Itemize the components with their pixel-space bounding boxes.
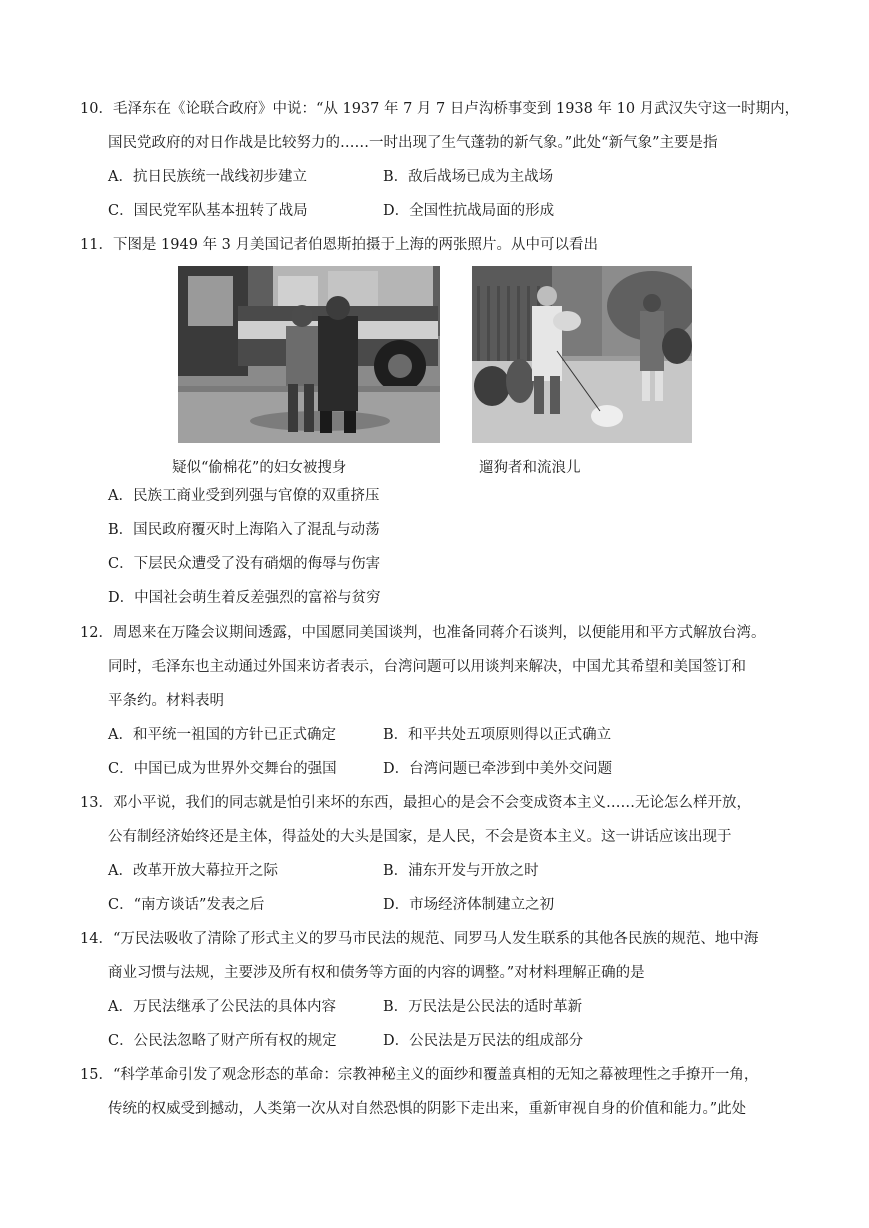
question-12 — [80, 616, 800, 786]
photo-woman-searched — [178, 266, 440, 443]
q11-stem-line1: 11．下图是 1949 年 3 月美国记者伯恩斯拍摄于上海的两张照片。从中可以看出 — [80, 237, 599, 253]
q12-option-d: D．台湾问题已牵涉到中美外交问题 — [383, 761, 613, 777]
q10-stem-line1: 10．毛泽东在《论联合政府》中说：“从 1937 年 7 月 7 日卢沟桥事变到 1938 年 10 月武汉失守这一时期内， — [80, 101, 800, 117]
q13-option-d: D．市场经济体制建立之初 — [383, 897, 555, 913]
q14-options — [80, 990, 800, 1058]
q10-option-d: D．全国性抗战局面的形成 — [383, 203, 555, 219]
q15-stem-line1: 15．“科学革命引发了观念形态的革命：宗教神秘主义的面纱和覆盖真相的无知之幕被理性之手撩开一角， — [80, 1067, 759, 1083]
q12-stem-line2: 同时，毛泽东也主动通过外国来访者表示，台湾问题可以用谈判来解决，中国尤其希望和美国签订和 — [108, 659, 746, 675]
q11-option-b: B．国民政府覆灭时上海陷入了混乱与动荡 — [108, 522, 380, 538]
question-13 — [80, 786, 800, 922]
q10-option-b: B．敌后战场已成为主战场 — [383, 169, 554, 185]
q12-option-b: B．和平共处五项原则得以正式确立 — [383, 727, 612, 743]
q14-option-b: B．万民法是公民法的适时革新 — [383, 999, 583, 1015]
q11-photos — [0, 266, 869, 476]
q12-stem-line1: 12．周恩来在万隆会议期间透露，中国愿同美国谈判，也准备同蒋介石谈判，以便能用和平方式解放台湾。 — [80, 625, 766, 641]
q12-options — [80, 718, 800, 786]
q13-option-a: A．改革开放大幕拉开之际 — [108, 863, 278, 879]
q13-option-c: C．“南方谈话”发表之后 — [108, 897, 265, 913]
q14-stem-line2: 商业习惯与法规，主要涉及所有权和债务等方面的内容的调整。”对材料理解正确的是 — [108, 965, 645, 981]
q13-stem-line1: 13．邓小平说，我们的同志就是怕引来坏的东西，最担心的是会不会变成资本主义……无论怎么样开放， — [80, 795, 751, 811]
q13-option-b: B．浦东开发与开放之时 — [383, 863, 539, 879]
caption-right: 遛狗者和流浪儿 — [479, 460, 581, 476]
q15-stem-line2: 传统的权威受到撼动，人类第一次从对自然恐惧的阴影下走出来，重新审视自身的价值和能力。”此处 — [108, 1101, 747, 1117]
q10-option-a: A．抗日民族统一战线初步建立 — [108, 169, 307, 185]
q12-option-a: A．和平统一祖国的方针已正式确定 — [108, 727, 336, 743]
q11-option-c: C．下层民众遭受了没有硝烟的侮辱与伤害 — [108, 556, 381, 572]
q14-stem-line1: 14．“万民法吸收了清除了形式主义的罗马市民法的规范、同罗马人发生联系的其他各民族的规范、地中海 — [80, 931, 759, 947]
photo-dog-walker-and-vagrants — [472, 266, 692, 443]
q11-option-d: D．中国社会萌生着反差强烈的富裕与贫穷 — [108, 590, 381, 606]
q14-option-a: A．万民法继承了公民法的具体内容 — [108, 999, 336, 1015]
q13-options — [80, 854, 800, 922]
question-14 — [80, 922, 800, 1058]
question-10 — [80, 92, 800, 228]
q14-option-d: D．公民法是万民法的组成部分 — [383, 1033, 584, 1049]
question-11-stem — [80, 228, 800, 262]
q12-stem-line3: 平条约。材料表明 — [108, 693, 224, 709]
q10-option-c: C．国民党军队基本扭转了战局 — [108, 203, 308, 219]
question-11-options — [80, 479, 800, 615]
question-15 — [80, 1058, 800, 1126]
q14-option-c: C．公民法忽略了财产所有权的规定 — [108, 1033, 337, 1049]
q13-stem-line2: 公有制经济始终还是主体，得益处的大头是国家，是人民，不会是资本主义。这一讲话应该出现于 — [108, 829, 732, 845]
q12-option-c: C．中国已成为世界外交舞台的强国 — [108, 761, 337, 777]
q10-options — [80, 160, 800, 228]
caption-left: 疑似“偷棉花”的妇女被搜身 — [172, 460, 347, 476]
q10-stem-line2: 国民党政府的对日作战是比较努力的……一时出现了生气蓬勃的新气象。”此处“新气象”主要是指 — [108, 135, 718, 151]
q11-option-a: A．民族工商业受到列强与官僚的双重挤压 — [108, 488, 380, 504]
